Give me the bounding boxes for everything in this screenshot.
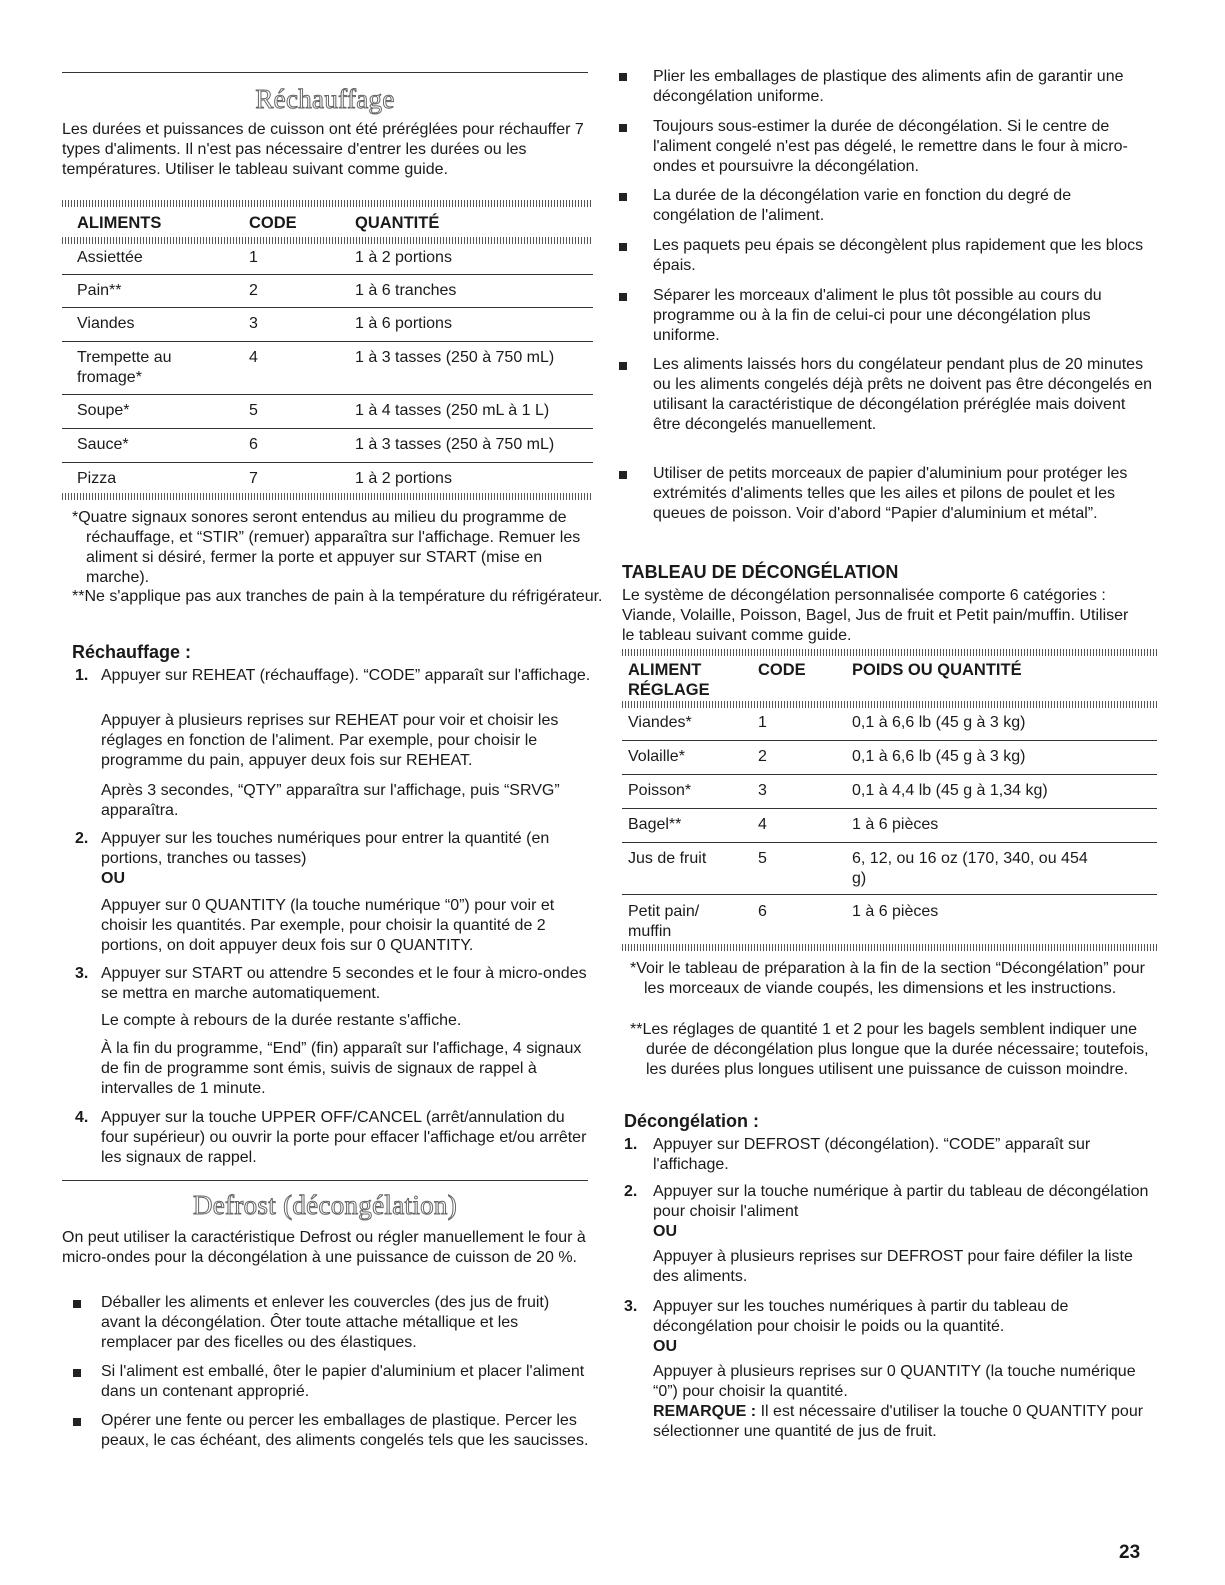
row-food: Sauce*	[77, 436, 129, 453]
page-number: 23	[1119, 1542, 1141, 1563]
step-number: 1.	[624, 1136, 638, 1153]
row-food: Pain**	[77, 282, 122, 299]
reheat-footnote-2: **Ne s'applique pas aux tranches de pain à la température du réfrigérateur.	[72, 588, 603, 605]
list-item: Plier les emballages de plastique des aliments afin de garantir une décongélation uniforme.	[653, 68, 1124, 105]
row-code: 6	[758, 903, 767, 920]
reheat-section-title: Réchauffage	[255, 84, 395, 114]
bullet-icon	[619, 293, 627, 301]
reheat-header-code: CODE	[249, 214, 297, 232]
step-text: Appuyer à plusieurs reprises sur DEFROST pour faire défiler la liste des aliments.	[653, 1248, 1133, 1285]
step-text: Appuyer sur DEFROST (décongélation). “CODE” apparaît sur l'affichage.	[653, 1136, 1091, 1173]
list-item: Opérer une fente ou percer les emballages de plastique. Percer les peaux, le cas échéant, des aliments congelés tels que les saucisses.	[101, 1412, 589, 1449]
defrost-header-food: ALIMENT RÉGLAGE	[628, 661, 710, 699]
row-divider	[62, 307, 593, 308]
defrost-footnote-1: *Voir le tableau de préparation à la fin de la section “Décongélation” pour les morceaux de viande coupés, les dimensions et les instructions.	[630, 960, 1145, 997]
step-text: Appuyer sur les touches numériques pour entrer la quantité (en portions, tranches ou tasses)	[101, 830, 550, 867]
table-hatch-top	[622, 649, 1157, 656]
table-hatch-mid	[62, 237, 593, 244]
step-text: Appuyer sur la touche UPPER OFF/CANCEL (arrêt/annulation du four supérieur) ou ouvrir la porte pour effacer l'affichage et/ou arrêter les signaux de rappel.	[101, 1109, 587, 1166]
row-code: 3	[758, 782, 767, 799]
reheat-header-quantity: QUANTITÉ	[355, 214, 440, 232]
row-code: 1	[249, 249, 258, 266]
row-food: Bagel**	[628, 816, 682, 833]
row-food: Assiettée	[77, 249, 143, 266]
row-qty: 1 à 2 portions	[355, 470, 452, 487]
row-divider	[62, 394, 593, 395]
row-divider	[62, 462, 593, 463]
bullet-icon	[73, 1300, 81, 1308]
row-code: 3	[249, 315, 258, 332]
row-divider	[622, 894, 1157, 895]
row-code: 4	[758, 816, 767, 833]
step-number: 3.	[75, 965, 89, 982]
step-text: Appuyer sur les touches numériques à partir du tableau de décongélation pour choisir le poids ou la quantité.	[653, 1298, 1069, 1335]
defrost-header-quantity: POIDS OU QUANTITÉ	[852, 661, 1022, 679]
row-food: Viandes*	[628, 714, 692, 731]
row-food: Poisson*	[628, 782, 692, 799]
row-food: Petit pain/ muffin	[628, 903, 700, 940]
row-food: Trempette au fromage*	[77, 349, 172, 386]
row-divider	[622, 808, 1157, 809]
list-item: La durée de la décongélation varie en fonction du degré de congélation de l'aliment.	[653, 187, 1072, 224]
row-code: 6	[249, 436, 258, 453]
step-number: 4.	[75, 1109, 89, 1126]
defrost-table-intro: Le système de décongélation personnalisée comporte 6 catégories : Viande, Volaille, Poisson, Bagel, Jus de fruit et Petit pain/muffin. Utiliser le tableau suivant comme guide.	[622, 587, 1129, 644]
table-hatch-top	[62, 200, 593, 207]
step-text: Après 3 secondes, “QTY” apparaîtra sur l'affichage, puis “SRVG” apparaîtra.	[101, 782, 560, 819]
row-code: 5	[758, 850, 767, 867]
row-qty: 0,1 à 6,6 lb (45 g à 3 kg)	[852, 714, 1026, 731]
reheat-steps-title: Réchauffage :	[72, 642, 192, 662]
list-item: Toujours sous-estimer la durée de décongélation. Si le centre de l'aliment congelé n'est pas dégelé, le remettre dans le four à micro-ondes et poursuivre la décongélation.	[653, 118, 1128, 175]
list-item: Les paquets peu épais se décongèlent plus rapidement que les blocs épais.	[653, 237, 1144, 274]
row-qty: 0,1 à 6,6 lb (45 g à 3 kg)	[852, 748, 1026, 765]
defrost-table-title: TABLEAU DE DÉCONGÉLATION	[622, 562, 899, 582]
bullet-icon	[619, 243, 627, 251]
list-item: Les aliments laissés hors du congélateur pendant plus de 20 minutes ou les aliments congelés déjà prêts ne doivent pas être décongelés en utilisant la caractéristique de décongélation préréglée mais doivent être décongelés manuellement.	[653, 356, 1152, 433]
table-hatch-bottom	[622, 944, 1157, 951]
row-food: Soupe*	[77, 402, 130, 419]
step-number: 2.	[75, 830, 89, 847]
step-number: 2.	[624, 1183, 638, 1200]
step-text: Appuyer sur 0 QUANTITY (la touche numérique “0”) pour voir et choisir les quantités. Par exemple, pour choisir la quantité de 2 portions, on doit appuyer deux fois sur 0 QUANTITY.	[101, 897, 555, 954]
bullet-icon	[619, 73, 627, 81]
row-code: 7	[249, 470, 258, 487]
bullet-icon	[73, 1369, 81, 1377]
row-qty: 1 à 6 pièces	[852, 903, 939, 920]
remark-label: REMARQUE :	[653, 1403, 757, 1420]
row-divider	[622, 740, 1157, 741]
step-text: Appuyer à plusieurs reprises sur 0 QUANTITY (la touche numérique “0”) pour choisir la quantité.	[653, 1363, 1136, 1400]
row-divider	[62, 341, 593, 342]
row-qty: 1 à 4 tasses (250 mL à 1 L)	[355, 402, 550, 419]
row-qty: 6, 12, ou 16 oz (170, 340, ou 454 g)	[852, 850, 1088, 887]
step-number: 1.	[75, 667, 89, 684]
row-qty: 1 à 6 tranches	[355, 282, 457, 299]
list-item: Utiliser de petits morceaux de papier d'aluminium pour protéger les extrémités d'aliments telles que les ailes et pilons de poulet et les queues de poisson. Voir d'abord “Papier d'aluminium et métal”.	[653, 465, 1128, 522]
table-hatch-bottom	[62, 493, 593, 500]
step-text: Appuyer à plusieurs reprises sur REHEAT pour voir et choisir les réglages en fonction de l'aliment. Par exemple, pour choisir le programme du pain, appuyer deux fois sur REHEAT.	[101, 712, 559, 769]
reheat-header-food: ALIMENTS	[77, 214, 162, 232]
note-remark	[653, 1402, 1157, 1442]
list-item: Déballer les aliments et enlever les couvercles (des jus de fruit) avant la décongélation. Ôter toute attache métallique et les remplacer par des ficelles ou des élastiques.	[101, 1294, 550, 1351]
row-code: 2	[758, 748, 767, 765]
section-rule	[62, 72, 588, 73]
reheat-footnote-1: *Quatre signaux sonores seront entendus au milieu du programme de réchauffage, et “STIR” (remuer) apparaîtra sur l'affichage. Remuer les aliment si désiré, fermer la porte et appuyer sur START (mise en marche).	[72, 509, 581, 586]
row-food: Pizza	[77, 470, 117, 487]
bullet-icon	[619, 471, 627, 479]
table-hatch-mid	[622, 701, 1157, 708]
row-code: 5	[249, 402, 258, 419]
reheat-intro: Les durées et puissances de cuisson ont été préréglées pour réchauffer 7 types d'aliments. Il n'est pas nécessaire d'entrer les durées ou les températures. Utiliser le tableau suivant comme guide.	[62, 121, 584, 178]
row-divider	[622, 774, 1157, 775]
remark-text: Il est nécessaire d'utiliser la touche 0 QUANTITY pour sélectionner une quantité de jus de fruit.	[653, 1403, 1144, 1440]
row-divider	[62, 428, 593, 429]
row-code: 1	[758, 714, 767, 731]
step-or: OU	[653, 1338, 677, 1355]
row-qty: 0,1 à 4,4 lb (45 g à 1,34 kg)	[852, 782, 1048, 799]
row-food: Jus de fruit	[628, 850, 707, 867]
step-number: 3.	[624, 1298, 638, 1315]
defrost-steps-title: Décongélation :	[624, 1111, 760, 1131]
defrost-header-code: CODE	[758, 661, 806, 679]
row-code: 2	[249, 282, 258, 299]
row-food: Viandes	[77, 315, 135, 332]
row-code: 4	[249, 349, 258, 366]
section-rule	[62, 1180, 588, 1181]
row-qty: 1 à 6 portions	[355, 315, 452, 332]
defrost-footnote-2: **Les réglages de quantité 1 et 2 pour les bagels semblent indiquer une durée de décongélation plus longue que la durée nécessaire; toutefois, les durées plus longues utilisent une puissance de cuisson moindre.	[630, 1021, 1149, 1078]
bullet-icon	[619, 124, 627, 132]
step-text: À la fin du programme, “End” (fin) apparaît sur l'affichage, 4 signaux de fin de programme sont émis, suivis de signaux de rappel à intervalles de 1 minute.	[101, 1040, 582, 1097]
step-text: Le compte à rebours de la durée restante s'affiche.	[101, 1012, 462, 1029]
step-text: Appuyer sur START ou attendre 5 secondes et le four à micro-ondes se mettra en marche automatiquement.	[101, 965, 587, 1002]
row-food: Volaille*	[628, 748, 685, 765]
step-text: Appuyer sur REHEAT (réchauffage). “CODE” apparaît sur l'affichage.	[101, 667, 591, 684]
defrost-section-title: Defrost (décongélation)	[192, 1190, 458, 1220]
row-qty: 1 à 3 tasses (250 à 750 mL)	[355, 436, 555, 453]
row-divider	[62, 274, 593, 275]
list-item: Si l'aliment est emballé, ôter le papier d'aluminium et placer l'aliment dans un contenant approprié.	[101, 1363, 585, 1400]
defrost-intro: On peut utiliser la caractéristique Defrost ou régler manuellement le four à micro-ondes pour la décongélation à une puissance de cuisson de 20 %.	[62, 1229, 586, 1266]
row-divider	[622, 842, 1157, 843]
list-item: Séparer les morceaux d'aliment le plus tôt possible au cours du programme ou à la fin de celui-ci pour une décongélation plus uniforme.	[653, 287, 1102, 344]
row-qty: 1 à 6 pièces	[852, 816, 939, 833]
row-qty: 1 à 2 portions	[355, 249, 452, 266]
step-text: Appuyer sur la touche numérique à partir du tableau de décongélation pour choisir l'aliment	[653, 1183, 1149, 1220]
row-qty: 1 à 3 tasses (250 à 750 mL)	[355, 349, 555, 366]
bullet-icon	[73, 1418, 81, 1426]
bullet-icon	[619, 362, 627, 370]
step-or: OU	[101, 870, 125, 887]
step-or: OU	[653, 1223, 677, 1240]
bullet-icon	[619, 193, 627, 201]
